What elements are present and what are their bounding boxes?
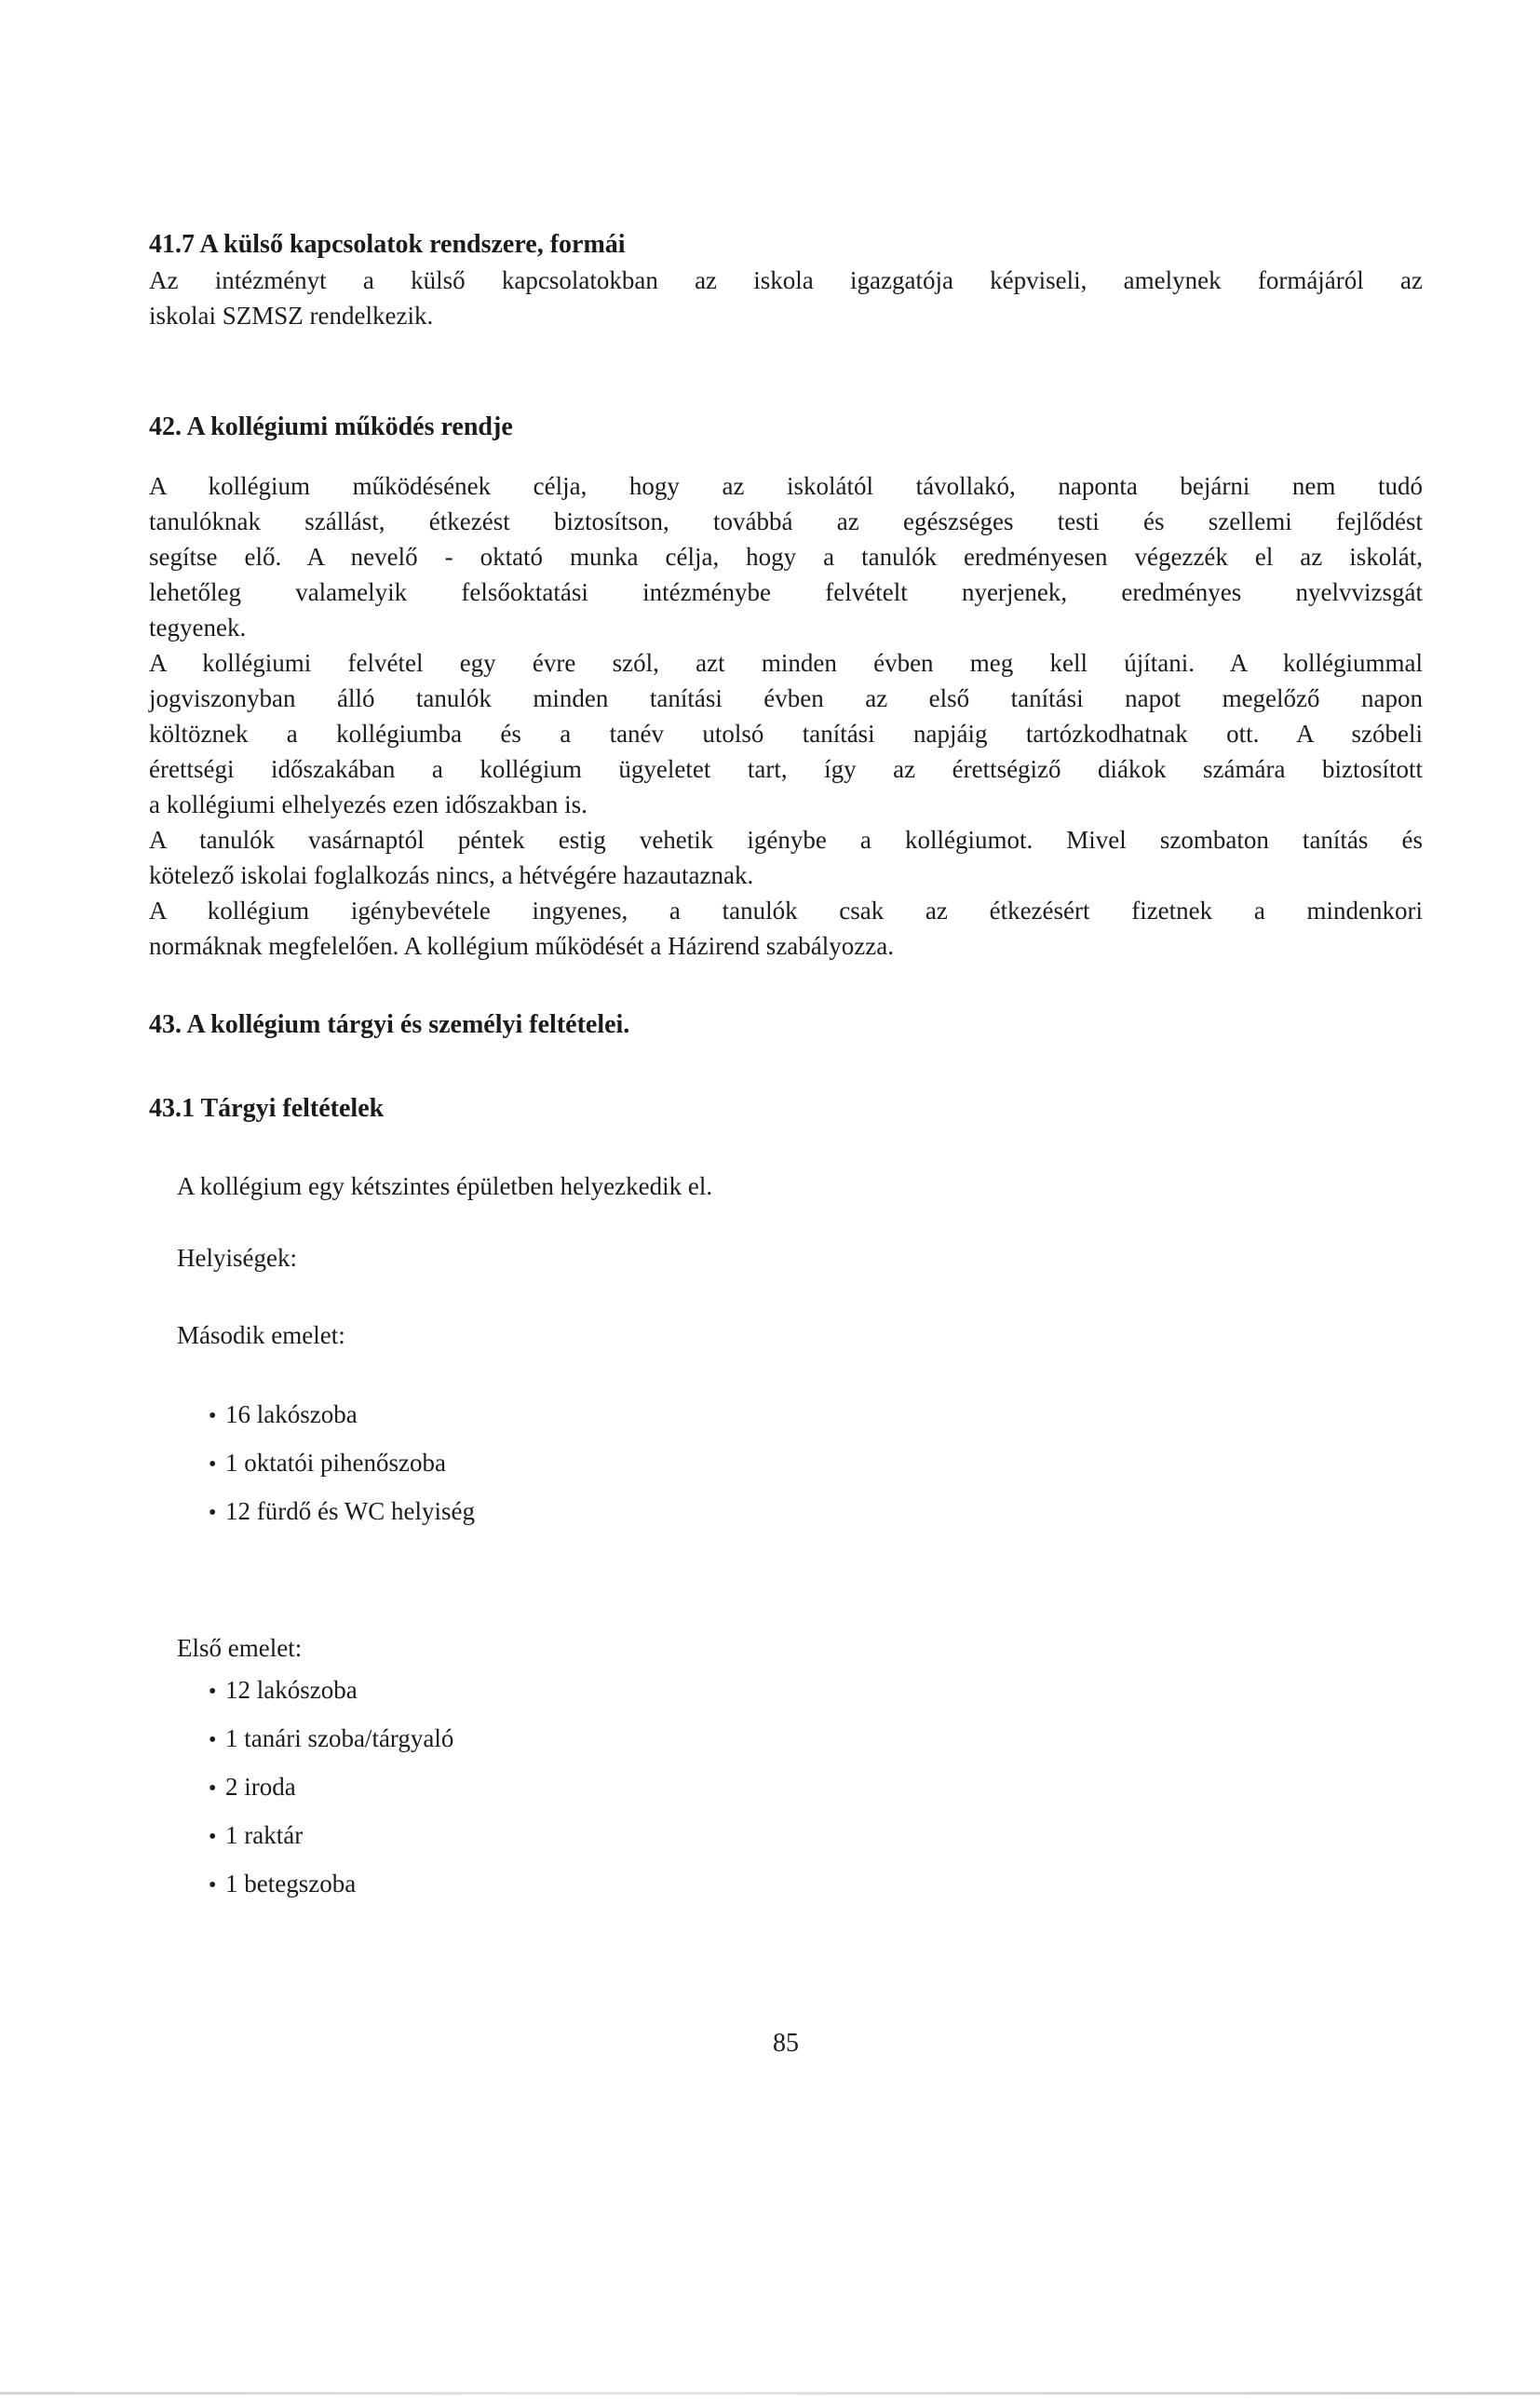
section-41-7-heading: 41.7 A külső kapcsolatok rendszere, formái <box>149 230 626 259</box>
list-item-label: 16 lakószoba <box>225 1400 358 1428</box>
scan-artifact-line <box>0 2392 1540 2395</box>
list-item-label: 1 betegszoba <box>225 1870 357 1898</box>
text-line: költöznek a kollégiumba és a tanév utolsó tanítási napjáig tartózkodhatnak ott. A szóbeli <box>149 720 1423 748</box>
list-item <box>209 1445 1423 1482</box>
first-floor-list <box>149 1672 1423 1903</box>
second-floor-list <box>149 1397 1423 1531</box>
list-item <box>209 1769 1423 1806</box>
text-line: A kollégium igénybevétele ingyenes, a tanulók csak az étkezésért fizetnek a mindenkori <box>149 897 1423 925</box>
second-floor-label: Második emelet: <box>177 1321 345 1349</box>
bullet-icon: • <box>209 1404 217 1428</box>
bullet-icon: • <box>209 1452 217 1477</box>
section-42-heading: 42. A kollégiumi működés rendje <box>149 412 513 441</box>
text-line: segítse elő. A nevelő - oktató munka célja, hogy a tanulók eredményesen végezzék el az iskolát, <box>149 543 1423 571</box>
text-line: A tanulók vasárnaptól péntek estig vehetik igénybe a kollégiumot. Mivel szombaton tanítás és <box>149 826 1423 854</box>
building-intro-text: A kollégium egy kétszintes épületben helyezkedik el. <box>177 1172 713 1200</box>
bullet-icon: • <box>209 1680 217 1704</box>
text-line: A kollégiumi felvétel egy évre szól, azt minden évben meg kell újítani. A kollégiummal <box>149 649 1423 677</box>
page-number: 85 <box>773 2029 799 2058</box>
bullet-icon: • <box>209 1501 217 1525</box>
text-line: jogviszonyban álló tanulók minden tanítási évben az első tanítási napot megelőző napon <box>149 684 1423 712</box>
section-43-heading: 43. A kollégium tárgyi és személyi feltételei. <box>149 1010 630 1039</box>
bullet-icon: • <box>209 1776 217 1801</box>
list-item <box>209 1721 1423 1758</box>
text-line: tanulóknak szállást, étkezést biztosítson, továbbá az egészséges testi és szellemi fejlődést <box>149 507 1423 535</box>
list-item <box>209 1397 1423 1434</box>
text-column <box>0 227 1540 2061</box>
list-item-label: 12 fürdő és WC helyiség <box>225 1497 475 1525</box>
list-item <box>209 1493 1423 1531</box>
rooms-label: Helyiségek: <box>177 1244 297 1272</box>
section-42-body <box>149 468 1423 964</box>
text-line: Az intézményt a külső kapcsolatokban az iskola igazgatója képviseli, amelynek formájáról az <box>149 266 1423 294</box>
text-line: tegyenek. <box>149 614 247 642</box>
text-line: érettségi időszakában a kollégium ügyeletet tart, így az érettségiző diákok számára biztosított <box>149 755 1423 783</box>
list-item <box>209 1672 1423 1709</box>
text-line: iskolai SZMSZ rendelkezik. <box>149 302 434 330</box>
text-line: a kollégiumi elhelyezés ezen időszakban is. <box>149 790 588 818</box>
bullet-icon: • <box>209 1825 217 1849</box>
text-line: kötelező iskolai foglalkozás nincs, a hétvégére hazautaznak. <box>149 861 754 889</box>
first-floor-label: Első emelet: <box>177 1634 303 1662</box>
list-item <box>209 1866 1423 1903</box>
document-page <box>0 227 1540 2404</box>
text-line: lehetőleg valamelyik felsőoktatási intézménybe felvételt nyerjenek, eredményes nyelvvizsgát <box>149 578 1423 606</box>
list-item-label: 12 lakószoba <box>225 1676 358 1704</box>
list-item-label: 1 oktatói pihenőszoba <box>225 1449 446 1477</box>
list-item-label: 2 iroda <box>225 1773 296 1801</box>
section-41-7-paragraph <box>149 263 1423 333</box>
text-line: A kollégium működésének célja, hogy az iskolától távollakó, naponta bejárni nem tudó <box>149 472 1423 500</box>
list-item <box>209 1817 1423 1855</box>
text-line: normáknak megfelelően. A kollégium működését a Házirend szabályozza. <box>149 932 894 960</box>
list-item-label: 1 raktár <box>225 1821 304 1849</box>
list-item-label: 1 tanári szoba/tárgyaló <box>225 1724 454 1752</box>
bullet-icon: • <box>209 1873 217 1898</box>
section-43-1-heading: 43.1 Tárgyi feltételek <box>149 1094 385 1123</box>
bullet-icon: • <box>209 1728 217 1752</box>
